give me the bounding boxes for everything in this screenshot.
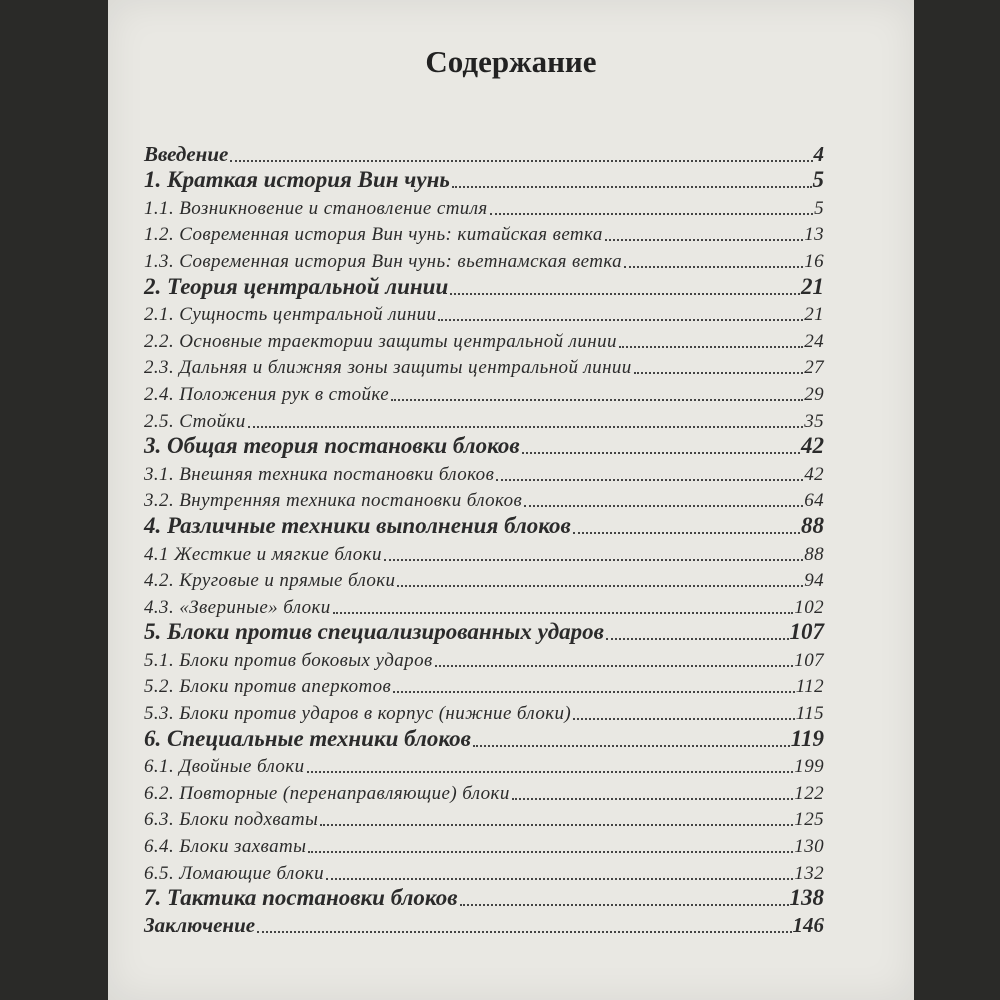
toc-entry [144, 672, 824, 699]
toc-entry [144, 353, 824, 380]
toc-entry-label: 5.1. Блоки против боковых ударов [144, 649, 433, 671]
toc-entry [144, 246, 824, 273]
toc-entry-page-number: 42 [804, 463, 824, 485]
toc-entry-label: 1.3. Современная история Вин чунь: вьетнамская ветка [144, 250, 623, 272]
dot-leader [624, 266, 803, 268]
toc-entry-page-number: 5 [814, 197, 824, 219]
dot-leader [257, 931, 791, 933]
toc-entry-label: 3.2. Внутренняя техника постановки блоков [144, 490, 523, 512]
dot-leader [435, 665, 794, 667]
dot-leader [393, 691, 795, 693]
toc-entry-label: 2.5. Стойки [144, 410, 246, 432]
dot-leader [473, 745, 790, 747]
toc-entry-page-number: 125 [794, 809, 824, 831]
toc-entry-page-number: 102 [794, 596, 824, 618]
toc-entry-page-number: 132 [794, 862, 824, 884]
toc-entry [144, 725, 824, 752]
toc-entry-page-number: 64 [804, 490, 824, 512]
toc-entry [144, 433, 824, 460]
toc-entry-label: 5.3. Блоки против ударов в корпус (нижние блоки) [144, 703, 572, 725]
toc-entry [144, 220, 824, 247]
toc-entry-label: 5. Блоки против специализированных ударов [144, 619, 604, 645]
toc-entry-label: Заключение [144, 912, 256, 937]
dot-leader [308, 851, 793, 853]
toc-entry-page-number: 35 [804, 410, 824, 432]
toc-entry [144, 805, 824, 832]
toc-entry-page-number: 42 [801, 433, 824, 459]
toc-entry-page-number: 107 [794, 649, 824, 671]
toc-entry-label: 2.2. Основные траектории защиты центральной линии [144, 330, 617, 352]
toc-entry [144, 858, 824, 885]
toc-entry-page-number: 27 [804, 357, 824, 379]
toc-entry-page-number: 94 [804, 570, 824, 592]
toc-entry-label: 5.2. Блоки против аперкотов [144, 676, 392, 698]
toc-entry-page-number: 130 [794, 836, 824, 858]
toc-entry [144, 326, 824, 353]
toc-entry-page-number: 13 [804, 224, 824, 246]
toc-entry-label: Введение [144, 141, 229, 166]
toc-entry [144, 300, 824, 327]
toc-entry [144, 459, 824, 486]
table-of-contents [144, 140, 824, 938]
toc-entry [144, 831, 824, 858]
toc-entry [144, 486, 824, 513]
dot-leader [384, 559, 803, 561]
toc-entry-label: 6.1. Двойные блоки [144, 756, 305, 778]
dot-leader [522, 452, 800, 454]
toc-entry-page-number: 107 [789, 619, 824, 645]
toc-entry-page-number: 88 [804, 543, 824, 565]
dot-leader [524, 505, 803, 507]
toc-entry-page-number: 119 [790, 725, 824, 751]
toc-entry [144, 273, 824, 300]
dot-leader [573, 532, 800, 534]
toc-entry-page-number: 115 [795, 703, 824, 725]
toc-entry-label: 4. Различные техники выполнения блоков [144, 512, 571, 538]
toc-entry [144, 140, 824, 167]
toc-entry [144, 592, 824, 619]
toc-entry-page-number: 4 [813, 141, 824, 166]
toc-entry-page-number: 122 [794, 782, 824, 804]
toc-entry-label: 6.2. Повторные (перенаправляющие) блоки [144, 782, 510, 804]
toc-entry [144, 752, 824, 779]
toc-entry-page-number: 5 [812, 167, 824, 193]
dot-leader [438, 319, 803, 321]
toc-entry-page-number: 21 [804, 304, 824, 326]
toc-entry-page-number: 24 [804, 330, 824, 352]
dot-leader [248, 426, 803, 428]
dot-leader [619, 346, 803, 348]
toc-entry [144, 539, 824, 566]
toc-entry [144, 167, 824, 194]
toc-entry-page-number: 146 [792, 912, 824, 937]
toc-entry-label: 2.1. Сущность центральной линии [144, 304, 437, 326]
toc-entry-label: 3.1. Внешняя техника постановки блоков [144, 463, 495, 485]
toc-entry [144, 645, 824, 672]
dot-leader [512, 798, 794, 800]
toc-entry [144, 566, 824, 593]
toc-entry [144, 885, 824, 912]
toc-entry-label: 1. Краткая история Вин чунь [144, 167, 450, 193]
dot-leader [460, 904, 789, 906]
dot-leader [326, 878, 793, 880]
dot-leader [230, 160, 812, 162]
toc-entry-page-number: 199 [794, 756, 824, 778]
toc-entry-label: 2.3. Дальняя и ближняя зоны защиты центральной линии [144, 357, 632, 379]
toc-entry-label: 3. Общая теория постановки блоков [144, 433, 520, 459]
toc-entry-page-number: 29 [804, 383, 824, 405]
dot-leader [450, 293, 800, 295]
dot-leader [397, 585, 803, 587]
toc-entry-label: 1.2. Современная история Вин чунь: китайская ветка [144, 224, 603, 246]
toc-entry-label: 6.4. Блоки захваты [144, 836, 307, 858]
dot-leader [573, 718, 795, 720]
toc-entry [144, 193, 824, 220]
toc-entry [144, 619, 824, 646]
dot-leader [320, 824, 793, 826]
toc-entry-label: 6.5. Ломающие блоки [144, 862, 325, 884]
toc-entry-page-number: 112 [795, 676, 824, 698]
toc-entry [144, 911, 824, 938]
toc-entry [144, 379, 824, 406]
toc-entry [144, 406, 824, 433]
toc-entry [144, 778, 824, 805]
toc-entry-label: 2. Теория центральной линии [144, 273, 449, 299]
toc-entry-page-number: 16 [804, 250, 824, 272]
toc-entry-label: 6.3. Блоки подхваты [144, 809, 319, 831]
dot-leader [496, 479, 803, 481]
dot-leader [333, 612, 794, 614]
toc-entry [144, 698, 824, 725]
toc-entry-label: 7. Тактика постановки блоков [144, 885, 458, 911]
book-page [108, 0, 914, 1000]
toc-entry-label: 4.1 Жесткие и мягкие блоки [144, 543, 382, 565]
dot-leader [452, 186, 812, 188]
dot-leader [490, 213, 813, 215]
dot-leader [634, 372, 803, 374]
toc-entry-label: 4.3. «Звериные» блоки [144, 596, 331, 618]
dot-leader [391, 399, 803, 401]
page-title: Содержание [425, 44, 597, 79]
dot-leader [605, 239, 803, 241]
dot-leader [307, 771, 794, 773]
toc-entry-page-number: 138 [789, 885, 824, 911]
toc-entry-label: 1.1. Возникновение и становление стиля [144, 197, 488, 219]
toc-entry [144, 512, 824, 539]
toc-entry-page-number: 88 [801, 512, 824, 538]
toc-entry-label: 6. Специальные техники блоков [144, 725, 471, 751]
toc-entry-page-number: 21 [801, 273, 824, 299]
toc-entry-label: 2.4. Положения рук в стойке [144, 383, 390, 405]
toc-entry-label: 4.2. Круговые и прямые блоки [144, 570, 396, 592]
dot-leader [606, 638, 789, 640]
